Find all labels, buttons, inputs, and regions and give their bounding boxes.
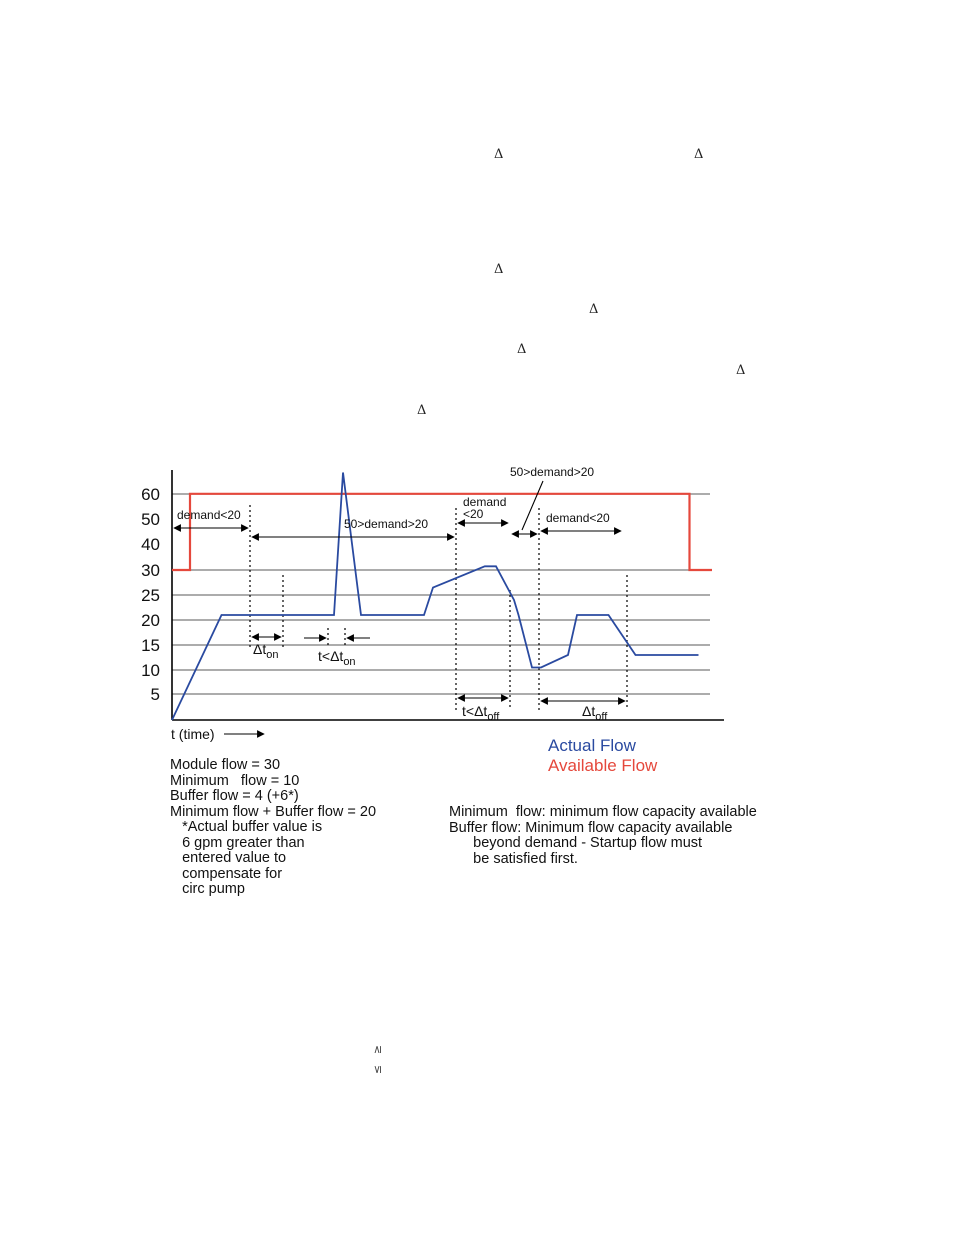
note-line: 6 gpm greater than <box>170 834 305 851</box>
annotation-demand-50-20-a: 50>demand>20 <box>344 517 429 531</box>
series-line-available-flow <box>172 494 712 570</box>
legend-available-flow: Available Flow <box>548 756 658 775</box>
delta-symbol: Δ <box>517 342 527 357</box>
note-line: compensate for <box>170 865 283 882</box>
le-symbol: ≤ <box>371 1064 385 1075</box>
y-tick-label-40: 40 <box>141 535 160 554</box>
note-line: Minimum flow: minimum flow capacity available <box>449 804 757 820</box>
grid-lines <box>172 494 710 694</box>
y-tick-label-50: 50 <box>141 510 160 529</box>
x-axis-label: t (time) <box>171 726 215 742</box>
annotation-demand-top: demand <box>463 495 507 509</box>
note-line: Buffer flow = 4 (+6*) <box>170 788 299 804</box>
delta-symbol: Δ <box>736 363 746 378</box>
time-markers <box>250 505 627 710</box>
legend-actual-flow: Actual Flow <box>548 736 636 755</box>
y-tick-label-25: 25 <box>141 586 160 605</box>
delta-symbol: Δ <box>589 302 599 317</box>
y-tick-label-10: 10 <box>141 661 160 680</box>
delta-symbol: Δ <box>694 147 704 162</box>
series-line-actual-flow <box>172 473 699 721</box>
annotation-demand-50-20-b: 50>demand>20 <box>510 465 595 479</box>
note-line: Module flow = 30 <box>170 757 281 773</box>
note-line: Minimum flow = 10 <box>170 772 300 789</box>
annotation-demand-bottom: <20 <box>463 507 484 521</box>
note-line: beyond demand - Startup flow must <box>449 835 703 851</box>
note-line: entered value to <box>170 850 287 866</box>
note-line: circ pump <box>170 881 245 897</box>
note-line: Buffer flow: Minimum flow capacity available <box>449 819 733 836</box>
y-tick-label-5: 5 <box>150 685 160 704</box>
y-tick-label-30: 30 <box>141 561 160 580</box>
annotation-demand-lt20-a: demand<20 <box>177 508 241 522</box>
leader-line <box>522 481 543 530</box>
annotation-t-lt-delta-t-off: $t<\Delta t_{off}$ <box>462 703 500 723</box>
y-tick-label-60: 60 <box>141 485 160 504</box>
annotation-t-lt-delta-t-on: $t<\Delta t_{on}$ <box>318 648 356 668</box>
delta-symbol: Δ <box>494 262 504 277</box>
annotation-delta-t-on: $\Delta t_{on}$ <box>253 641 279 661</box>
y-tick-label-20: 20 <box>141 611 160 630</box>
delta-symbol: Δ <box>494 147 504 162</box>
note-line: be satisfied first. <box>449 850 578 867</box>
annotation-delta-t-off: $\Delta t_{off}$ <box>582 703 608 723</box>
delta-symbol: Δ <box>417 403 427 418</box>
note-line: *Actual buffer value is <box>170 819 323 835</box>
y-tick-label-15: 15 <box>141 636 160 655</box>
ge-symbol: ≥ <box>371 1044 385 1055</box>
note-line: Minimum flow + Buffer flow = 20 <box>170 803 377 820</box>
annotation-demand-lt20-b: demand<20 <box>546 511 610 525</box>
